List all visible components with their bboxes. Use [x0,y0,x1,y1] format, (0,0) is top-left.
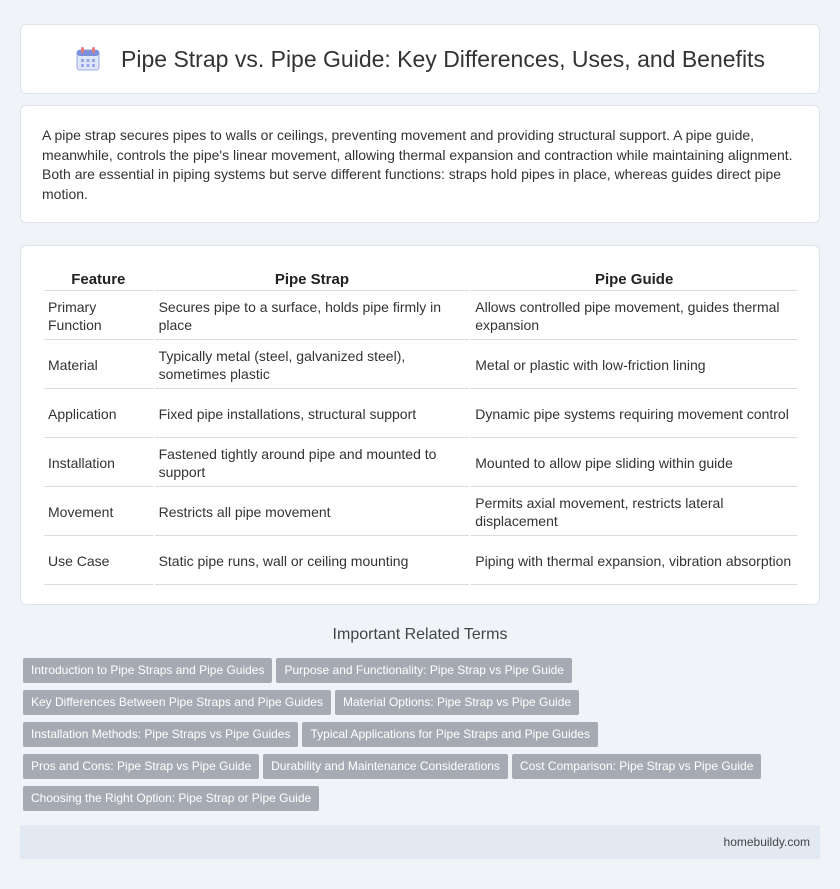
table-cell-feature: Material [44,342,153,389]
table-cell-pipe-strap: Secures pipe to a surface, holds pipe firmly in place [155,293,470,340]
table-cell-pipe-strap: Fixed pipe installations, structural support [155,391,470,438]
table-cell-pipe-guide: Piping with thermal expansion, vibration absorption [471,538,797,585]
table-cell-feature: Use Case [44,538,153,585]
related-term-tag[interactable]: Cost Comparison: Pipe Strap vs Pipe Guide [512,754,761,779]
table-row [44,342,797,389]
table-cell-feature: Application [44,391,153,438]
table-row [44,489,797,536]
table-row [44,538,797,585]
table-header-row [44,268,797,291]
table-row [44,440,797,487]
related-terms-list [23,658,813,818]
page-title: Pipe Strap vs. Pipe Guide: Key Differences, Uses, and Benefits [121,45,765,72]
table-row [44,391,797,438]
related-term-tag[interactable]: Pros and Cons: Pipe Strap vs Pipe Guide [23,754,259,779]
table-cell-pipe-guide: Allows controlled pipe movement, guides thermal expansion [471,293,797,340]
table-cell-pipe-guide: Dynamic pipe systems requiring movement control [471,391,797,438]
table-cell-pipe-strap: Static pipe runs, wall or ceiling mounting [155,538,470,585]
related-term-tag[interactable]: Introduction to Pipe Straps and Pipe Guides [23,658,272,683]
related-term-tag[interactable]: Material Options: Pipe Strap vs Pipe Guide [335,690,579,715]
table-row [44,293,797,340]
table-cell-feature: Installation [44,440,153,487]
header-card [20,24,820,94]
column-header-pipe-guide: Pipe Guide [471,268,797,291]
related-term-tag[interactable]: Purpose and Functionality: Pipe Strap vs Pipe Guide [276,658,572,683]
related-term-tag[interactable]: Key Differences Between Pipe Straps and Pipe Guides [23,690,331,715]
table-cell-pipe-strap: Restricts all pipe movement [155,489,470,536]
related-term-tag[interactable]: Choosing the Right Option: Pipe Strap or Pipe Guide [23,786,319,811]
comparison-table [42,266,799,587]
related-term-tag[interactable]: Typical Applications for Pipe Straps and Pipe Guides [302,722,598,747]
table-cell-pipe-strap: Typically metal (steel, galvanized steel), sometimes plastic [155,342,470,389]
table-cell-pipe-guide: Permits axial movement, restricts lateral displacement [471,489,797,536]
related-terms-title: Important Related Terms [332,626,508,643]
related-term-tag[interactable]: Installation Methods: Pipe Straps vs Pipe Guides [23,722,298,747]
footer-site-link[interactable]: homebuildy.com [723,835,810,849]
comparison-table-card [20,245,820,605]
intro-card [20,105,820,223]
calendar-icon [75,46,101,72]
footer [20,825,820,859]
table-cell-pipe-guide: Metal or plastic with low-friction lining [471,342,797,389]
column-header-pipe-strap: Pipe Strap [155,268,470,291]
column-header-feature: Feature [44,268,153,291]
table-cell-feature: Movement [44,489,153,536]
table-cell-pipe-strap: Fastened tightly around pipe and mounted to support [155,440,470,487]
intro-text: A pipe strap secures pipes to walls or ceilings, preventing movement and providing structural support. A pipe guide, meanwhile, controls the pipe's linear movement, allowing thermal expansion and contraction while maintaining alignment. Both are essential in piping systems but serve different functions: straps hold pipes in place, whereas guides direct pipe motion. [42,127,793,202]
related-term-tag[interactable]: Durability and Maintenance Considerations [263,754,508,779]
table-cell-feature: Primary Function [44,293,153,340]
table-cell-pipe-guide: Mounted to allow pipe sliding within guide [471,440,797,487]
